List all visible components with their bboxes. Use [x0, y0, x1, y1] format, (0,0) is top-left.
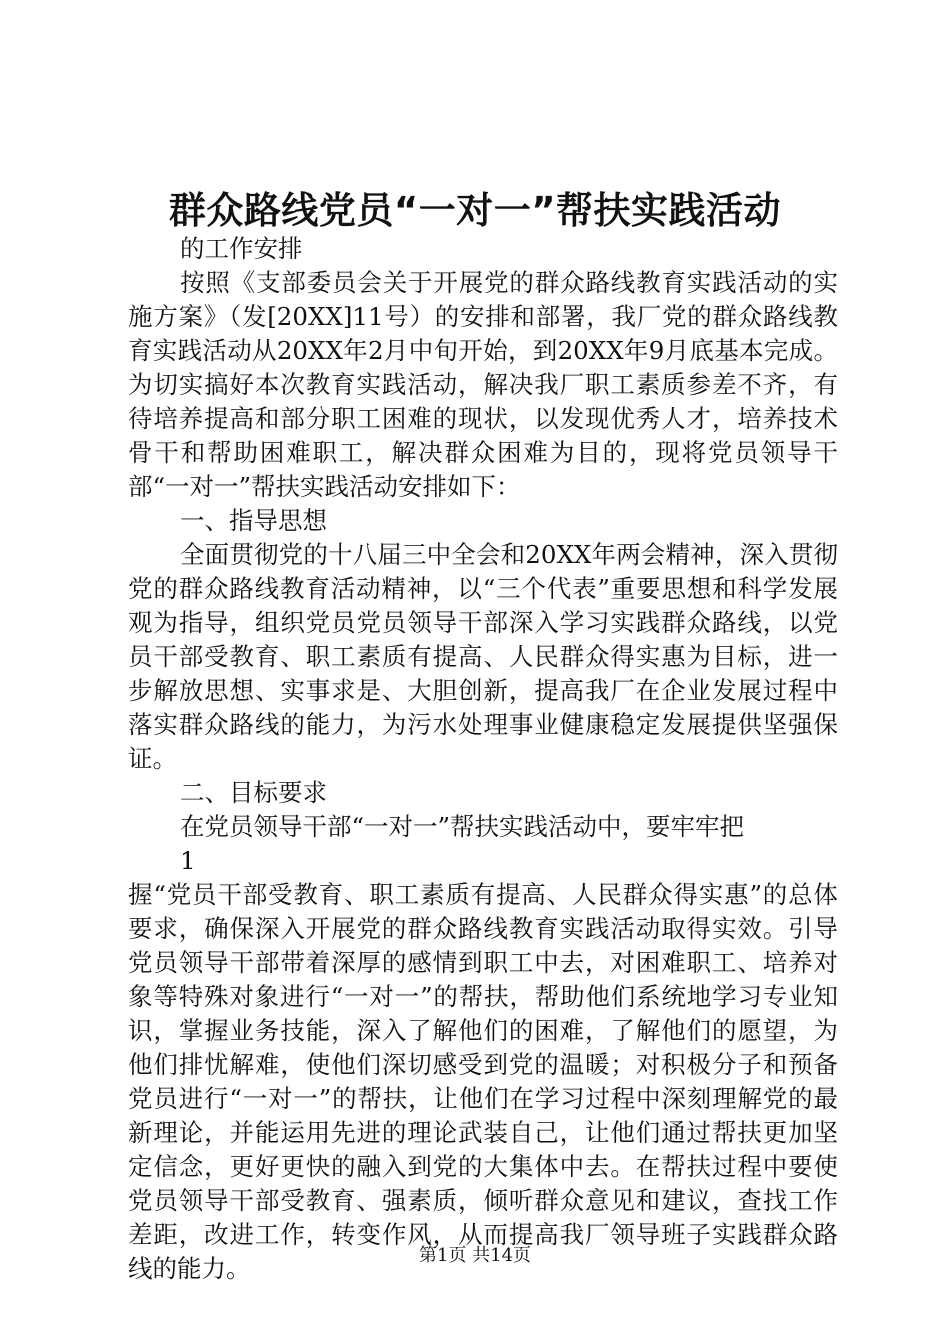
paragraph-guiding-thought: 全面贯彻党的十八届三中全会和20XX年两会精神，深入贯彻党的群众路线教育活动精神，以“三个代表”重要思想和科学发展观为指导，组织党员党员领导干部深入学习实践群众路线，以党员干部受教育、职工素质有提高、人民群众得实惠为目标，进一步解放思想、实事求是、大胆创新，提高我厂在企业发展过程中落实群众路线的能力，为污水处理事业健康稳定发展提供坚强保证。	[128, 540, 838, 773]
paragraph-goals-continued: 握“党员干部受教育、职工素质有提高、人民群众得实惠”的总体要求，确保深入开展党的群众路线教育实践活动取得实效。引导党员领导干部带着深厚的感情到职工中去，对困难职工、培养对象等特殊对象进行“一对一”的帮扶，帮助他们系统地学习专业知识，掌握业务技能，深入了解他们的困难，了解他们的愿望，为他们排忧解难，使他们深切感受到党的温暖；对积极分子和预备党员进行“一对一”的帮扶，让他们在学习过程中深刻理解党的最新理论，并能运用先进的理论武装自己，让他们通过帮扶更加坚定信念，更好更快的融入到党的大集体中去。在帮扶过程中要使党员领导干部受教育、强素质，倾听群众意见和建议，查找工作差距，改进工作，转变作风，从而提高我厂领导班子实践群众路线的能力。	[128, 880, 838, 1283]
page-marker: 1	[180, 846, 196, 875]
section-heading-goals: 二、目标要求	[180, 778, 327, 807]
document-body	[128, 232, 838, 1286]
paragraph-intro: 按照《支部委员会关于开展党的群众路线教育实践活动的实施方案》（发[20XX]11号）的安排和部署，我厂党的群众路线教育实践活动从20XX年2月中旬开始，到20XX年9月底基本完成。为切实搞好本次教育实践活动，解决我厂职工素质参差不齐，有待培养提高和部分职工困难的现状，以发现优秀人才，培养技术骨干和帮助困难职工，解决群众困难为目的，现将党员领导干部“一对一”帮扶实践活动安排如下：	[128, 268, 838, 501]
page-footer: 第1页 共14页	[418, 1245, 532, 1266]
paragraph-goals-start: 在党员领导干部“一对一”帮扶实践活动中，要牢牢把	[180, 812, 745, 841]
document-title: 群众路线党员“一对一”帮扶实践活动	[168, 189, 782, 232]
section-heading-guiding-thought: 一、指导思想	[180, 506, 327, 535]
document-subtitle: 的工作安排	[180, 234, 303, 263]
